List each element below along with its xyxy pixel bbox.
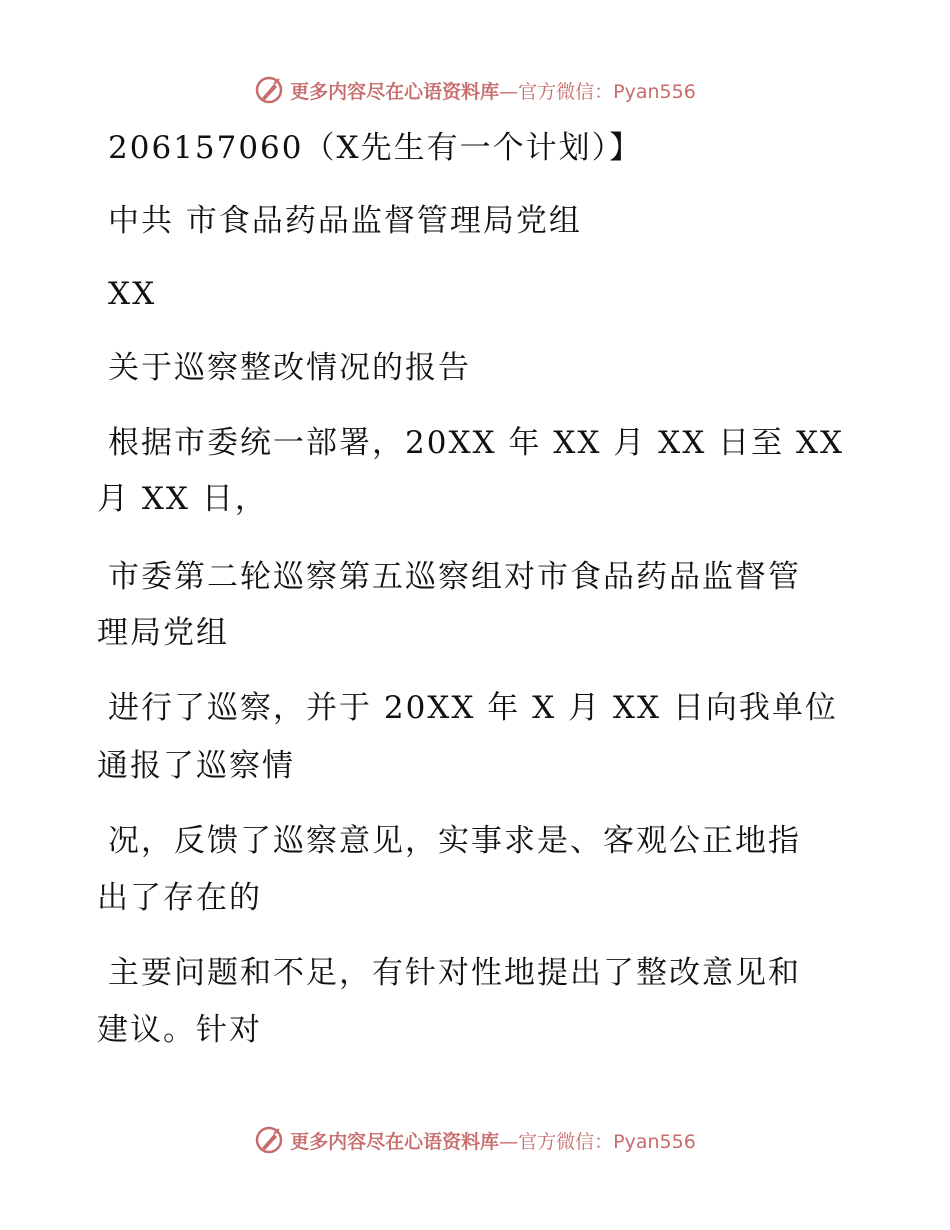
watermark-right-text: —官方微信：Pyan556 [499, 80, 696, 103]
doc-line: 出了存在的 [97, 880, 262, 916]
doc-line: 主要问题和不足，有针对性地提出了整改意见和 [108, 955, 801, 991]
doc-line: 况，反馈了巡察意见，实事求是、客观公正地指 [108, 823, 801, 859]
doc-line: 中共 市食品药品监督管理局党组 [108, 203, 582, 239]
doc-line: 根据市委统一部署，20XX 年 XX 月 XX 日至 XX [108, 425, 845, 461]
doc-line: 进行了巡察，并于 20XX 年 X 月 XX 日向我单位 [108, 690, 838, 726]
doc-line: 月 XX 日， [97, 481, 268, 517]
doc-line: 关于巡察整改情况的报告 [108, 350, 471, 386]
watermark-left-text: 更多内容尽在心语资料库 [290, 1130, 500, 1153]
watermark-left-text: 更多内容尽在心语资料库 [290, 80, 500, 103]
watermark-footer [0, 1120, 950, 1160]
watermark-right-text: —官方微信：Pyan556 [499, 1130, 696, 1153]
watermark-header [0, 70, 950, 110]
doc-line: 206157060（X先生有一个计划）】 [108, 130, 643, 166]
doc-line: 市委第二轮巡察第五巡察组对市食品药品监督管 [108, 559, 801, 595]
doc-line: XX [108, 276, 157, 312]
doc-line: 通报了巡察情 [97, 748, 295, 784]
quill-pen-icon [254, 1125, 284, 1155]
quill-pen-icon [254, 75, 284, 105]
doc-line: 建议。针对 [97, 1012, 262, 1048]
doc-line: 理局党组 [97, 615, 229, 651]
